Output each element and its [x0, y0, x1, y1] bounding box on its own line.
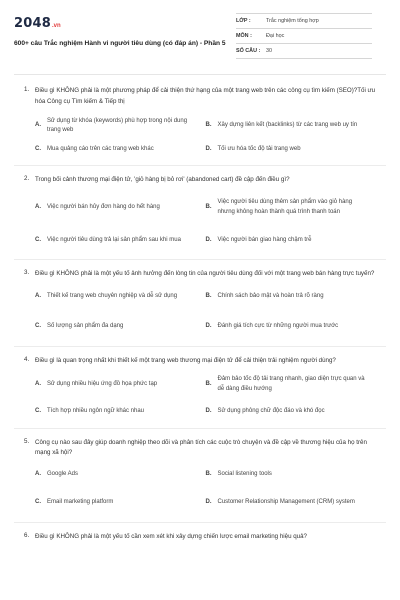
option-letter: A. [35, 380, 41, 387]
option-letter: A. [35, 122, 41, 129]
option-text: Thiết kế trang web chuyên nghiệp và dễ sử dụng [47, 293, 178, 300]
option-letter: D. [205, 407, 212, 414]
options-group [35, 113, 376, 161]
option-a[interactable] [35, 462, 206, 488]
option-letter: D. [205, 146, 212, 153]
meta-value: 30 [266, 48, 272, 54]
option-text: Việc người tiêu dùng trả lại sản phẩm sau khi mua [47, 236, 181, 243]
option-letter: D. [205, 236, 212, 243]
option-text: Xây dựng liên kết (backlinks) từ các trang web uy tín [217, 122, 358, 129]
meta-row-subject [236, 29, 372, 44]
option-text: Sử dụng từ khóa (keywords) phù hợp trong nội dung trang web [47, 117, 188, 133]
option-letter: C. [35, 323, 41, 330]
options-group [35, 462, 376, 518]
meta-value: Đại học [266, 33, 285, 39]
option-letter: B. [205, 203, 212, 210]
question-divider [14, 259, 386, 260]
option-letter: D. [205, 323, 212, 330]
option-text: Việc người bán hủy đơn hàng do hết hàng [47, 203, 160, 210]
question-divider [14, 346, 386, 347]
option-text: Tối ưu hóa tốc độ tải trang web [217, 146, 301, 153]
option-letter: C. [35, 146, 41, 153]
meta-label: SỐ CÂU : [236, 48, 261, 54]
header-divider [14, 74, 386, 75]
question-divider [14, 522, 386, 523]
meta-label: LỚP : [236, 18, 251, 24]
option-text: Email marketing platform [47, 498, 114, 505]
option-c[interactable] [35, 139, 206, 161]
option-text: Đảm bảo tốc độ tải trang nhanh, giao diện trực quan và dễ dàng điều hướng [217, 376, 365, 392]
option-text: Tích hợp nhiều ngôn ngữ khác nhau [47, 407, 145, 414]
option-text: Sử dụng nhiều hiệu ứng đồ họa phức tạp [47, 380, 158, 387]
options-group [35, 282, 376, 342]
option-letter: A. [35, 203, 41, 210]
question-number: 5. [24, 437, 30, 445]
question-number: 3. [24, 268, 30, 276]
option-d[interactable] [206, 139, 377, 161]
quiz-meta-table [236, 13, 372, 59]
option-d[interactable] [206, 227, 377, 255]
option-letter: C. [35, 498, 41, 505]
option-letter: C. [35, 236, 41, 243]
question-number: 4. [24, 356, 30, 363]
option-a[interactable] [35, 113, 206, 139]
option-a[interactable] [35, 370, 206, 400]
option-text: Chính sách bảo mật và hoàn trả rõ ràng [217, 293, 324, 300]
options-group [35, 189, 376, 255]
option-d[interactable] [206, 400, 377, 424]
option-c[interactable] [35, 227, 206, 255]
option-c[interactable] [35, 488, 206, 518]
option-text: Sử dụng phông chữ độc đáo và khó đọc [217, 407, 325, 414]
option-text: Việc người bán giao hàng chậm trễ [217, 236, 312, 243]
option-a[interactable] [35, 189, 206, 227]
option-text: Google Ads [47, 470, 79, 477]
meta-label: MÔN : [236, 33, 252, 39]
question-number: 6. [24, 531, 30, 539]
question-4 [14, 356, 386, 424]
question-number: 1. [24, 86, 30, 93]
option-letter: B. [205, 470, 212, 477]
question-text: Điều gì là quan trọng nhất khi thiết kế một trang web thương mại điện tử để cải thiện trải nghiệm người dùng? [35, 357, 336, 364]
logo-text: 2048 [14, 16, 51, 31]
logo-suffix: .vn [51, 23, 61, 29]
question-text: Điều gì KHÔNG phải là một yếu tố ảnh hưởng đến lòng tin của người tiêu dùng đối với một trang web bán hàng trực tuyến? [35, 269, 375, 277]
option-text: Customer Relationship Management (CRM) system [217, 498, 355, 505]
question-divider [14, 428, 386, 429]
question-5 [14, 438, 386, 518]
option-b[interactable] [206, 189, 377, 227]
meta-row-class [236, 14, 372, 29]
option-d[interactable] [206, 488, 377, 518]
option-a[interactable] [35, 282, 206, 312]
question-2 [14, 175, 386, 255]
page-title: 600+ câu Trắc nghiệm Hành vi người tiêu dùng (có đáp án) - Phần 5 [14, 40, 226, 47]
meta-value: Trắc nghiệm tổng hợp [266, 18, 319, 24]
option-text: Đánh giá tích cực từ những người mua trước [217, 323, 339, 330]
question-1 [14, 86, 386, 161]
question-6 [14, 532, 386, 543]
question-3 [14, 269, 386, 343]
question-text: Điều gì KHÔNG phải là một yếu tố cần xem xét khi xây dựng chiến lược email marketing hiệu quả? [35, 532, 308, 540]
meta-row-count [236, 44, 372, 59]
question-divider [14, 165, 386, 166]
option-d[interactable] [206, 312, 377, 342]
option-letter: C. [35, 407, 41, 414]
question-number: 2. [24, 175, 30, 182]
option-c[interactable] [35, 312, 206, 342]
option-b[interactable] [206, 282, 377, 312]
question-text: Công cụ nào sau đây giúp doanh nghiệp theo dõi và phân tích các cuộc trò chuyện và đề cập về thương hiệu của họ trên mạng xã hội? [35, 438, 367, 456]
option-letter: A. [35, 470, 41, 477]
option-text: Mua quảng cáo trên các trang web khác [47, 146, 154, 153]
page-header [14, 0, 386, 66]
option-letter: B. [205, 122, 212, 129]
option-text: Số lượng sản phẩm đa dạng [47, 323, 124, 330]
option-text: Social listening tools [217, 470, 272, 477]
option-letter: B. [205, 293, 212, 300]
question-text: Điều gì KHÔNG phải là một phương pháp để cải thiện thứ hạng của một trang web trên các công cụ tìm kiếm (SEO)?Tối ưu hóa Công cụ Tìm kiếm & Tiếp thị [35, 87, 376, 105]
options-group [35, 370, 376, 424]
option-letter: A. [35, 293, 41, 300]
option-text: Việc người tiêu dùng thêm sản phẩm vào giỏ hàng nhưng không hoàn thành quá trình thanh toán [217, 199, 353, 215]
option-b[interactable] [206, 462, 377, 488]
option-c[interactable] [35, 400, 206, 424]
question-text: Trong bối cảnh thương mại điện tử, 'giỏ hàng bị bỏ rơi' (abandoned cart) đề cập đến điều gì? [35, 176, 290, 183]
option-b[interactable] [206, 370, 377, 400]
option-b[interactable] [206, 113, 377, 139]
option-letter: B. [205, 380, 212, 387]
option-letter: D. [205, 498, 212, 505]
